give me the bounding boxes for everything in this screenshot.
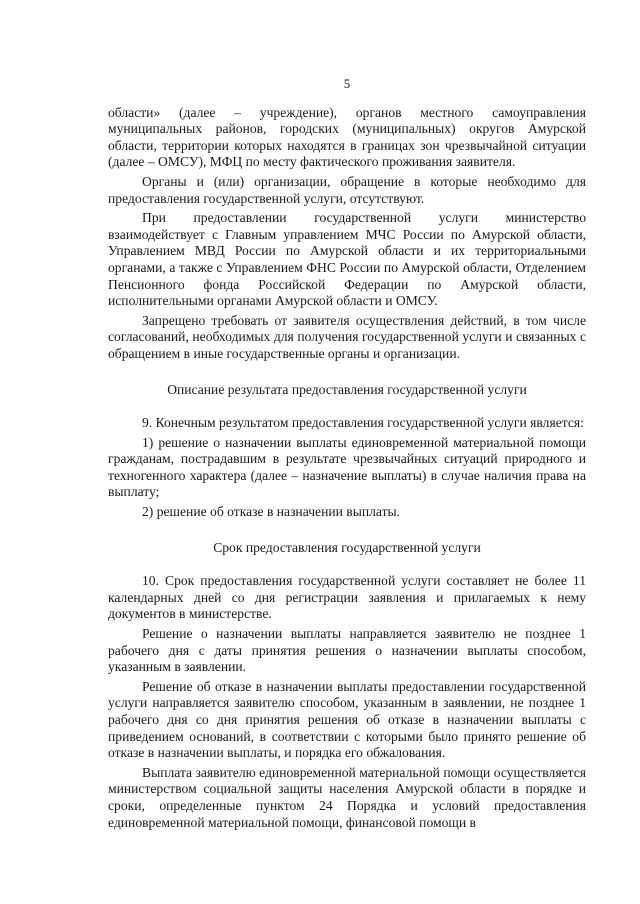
paragraph-organizations: Органы и (или) организации, обращение в которые необходимо для предоставления государственной услуги, отсутствуют. (108, 173, 586, 206)
section-heading-result: Описание результата предоставления государственной услуги (167, 381, 527, 397)
paragraph-refusal-decision: Решение об отказе в назначении выплаты предоставлении государственной услуги направляется заявителю способом, указанным в заявлении, не позднее 1 рабочего дня со дня принятия решения об отказе в назначении выплаты с приведением оснований, в соответствии с которыми было принято решение об отказе в назначении выплаты, и порядка его обжалования. (108, 678, 586, 761)
list-item-result-1: 1) решение о назначении выплаты единовременной материальной помощи гражданам, пострадавшим в результате чрезвычайных ситуаций природного и техногенного характера (далее – назначение выплаты) в случае наличия права на выплату; (108, 434, 586, 500)
paragraph-prohibition: Запрещено требовать от заявителя осуществления действий, в том числе согласований, необходимых для получения государственной услуги и связанных с обращением в иные государственные органы и организации. (108, 312, 586, 361)
paragraph-payment: Выплата заявителю единовременной материальной помощи осуществляется министерством социальной защиты населения Амурской области в порядке и сроки, определенные пунктом 24 Порядка и условий предоставления единовременной материальной помощи, финансовой помощи в (108, 764, 586, 830)
paragraph-continuation: области» (далее – учреждение), органов местного самоуправления муниципальных районов, городских (муниципальных) округов Амурской области, территории которых находятся в границах зон чрезвычайной ситуации (далее – ОМСУ), МФЦ по месту фактического проживания заявителя. (108, 104, 586, 170)
section-heading-term: Срок предоставления государственной услуги (213, 539, 481, 555)
paragraph-interaction: При предоставлении государственной услуги министерство взаимодействует с Главным управлением МЧС России по Амурской области, Управлением МВД России по Амурской области и их территориальными органами, а также с Управлением ФНС России по Амурской области, Отделением Пенсионного фонда Российской Федерации по Амурской области, исполнительными органами Амурской области и ОМСУ. (108, 210, 586, 309)
page-number: 5 (343, 76, 351, 91)
paragraph-term: 10. Срок предоставления государственной услуги составляет не более 11 календарных дней со дня регистрации заявления и прилагаемых к нему документов в министерстве. (108, 573, 586, 622)
list-item-result-2: 2) решение об отказе в назначении выплаты. (142, 504, 401, 520)
paragraph-approval-decision: Решение о назначении выплаты направляется заявителю не позднее 1 рабочего дня с даты принятия решения о назначении выплаты способом, указанным в заявлении. (108, 626, 586, 675)
paragraph-result-intro: 9. Конечным результатом предоставления государственной услуги является: (142, 415, 584, 431)
document-page (108, 76, 586, 834)
